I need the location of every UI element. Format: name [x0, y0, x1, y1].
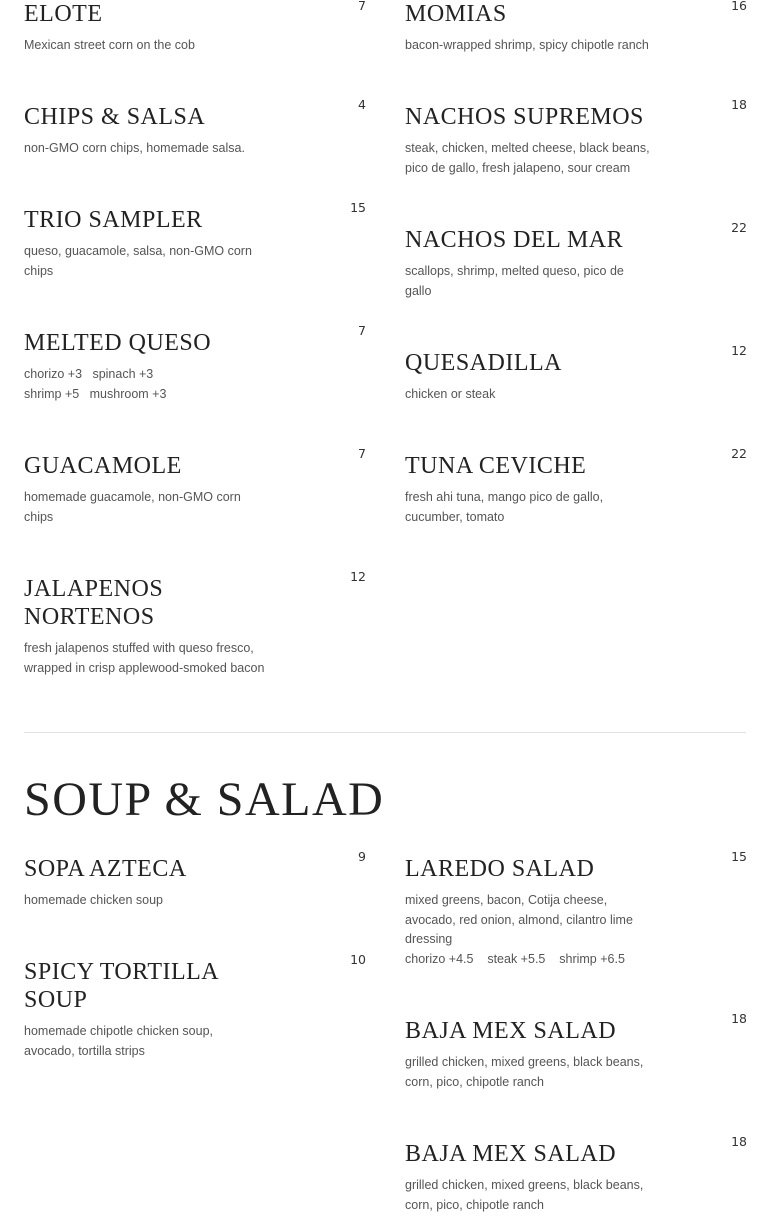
menu-item-tuna-ceviche: [405, 446, 747, 527]
item-price: 16: [731, 0, 747, 13]
item-name: MOMIAS: [405, 1, 507, 27]
item-name: QUESADILLA: [405, 350, 562, 376]
item-description-text: mixed greens, bacon, Cotija cheese, avocado, red onion, almond, cilantro lime dressing: [405, 893, 633, 946]
item-description: chicken or steak: [405, 387, 496, 401]
item-price: 18: [731, 1134, 747, 1149]
item-description: [405, 891, 650, 969]
item-description: fresh ahi tuna, mango pico de gallo, cucumber, tomato: [405, 490, 604, 524]
item-name: NACHOS SUPREMOS: [405, 104, 644, 130]
menu-item-spicy-tortilla-soup: [24, 952, 366, 1061]
menu-item-quesadilla: [405, 343, 747, 405]
menu-item-chips-salsa: [24, 97, 366, 159]
menu-item-sopa-azteca: [24, 849, 366, 911]
item-name: GUACAMOLE: [24, 453, 182, 479]
item-price: 10: [350, 952, 366, 967]
item-description: queso, guacamole, salsa, non-GMO corn chips: [24, 244, 252, 278]
item-name: BAJA MEX SALAD: [405, 1018, 617, 1044]
menu-item-trio-sampler: [24, 200, 366, 281]
item-name: ELOTE: [24, 1, 103, 27]
menu-item-baja-mex-salad: [405, 1134, 747, 1215]
item-description: bacon-wrapped shrimp, spicy chipotle ranch: [405, 38, 649, 52]
menu-item-jalapenos-nortenos: [24, 569, 366, 678]
item-price: 22: [731, 446, 747, 461]
item-description: homemade guacamole, non-GMO corn chips: [24, 490, 241, 524]
item-addon-line: chorizo +3 spinach +3: [24, 367, 154, 381]
item-name: JALAPENOS NORTENOS: [24, 576, 164, 630]
menu-item-guacamole: [24, 446, 366, 527]
item-description: Mexican street corn on the cob: [24, 38, 195, 52]
item-price: 7: [358, 0, 366, 13]
item-name: SPICY TORTILLA SOUP: [24, 959, 218, 1013]
item-name: TUNA CEVICHE: [405, 453, 587, 479]
item-description: steak, chicken, melted cheese, black beans, pico de gallo, fresh jalapeno, sour cream: [405, 141, 650, 175]
menu-item-nachos-del-mar: [405, 220, 747, 301]
item-price: 7: [358, 323, 366, 338]
item-price: 18: [731, 97, 747, 112]
section-divider: [24, 732, 746, 733]
item-name: TRIO SAMPLER: [24, 207, 203, 233]
menu-item-momias: [405, 0, 747, 56]
menu-item-laredo-salad: [405, 849, 747, 969]
item-description: [24, 365, 269, 404]
item-price: 15: [350, 200, 366, 215]
item-description: fresh jalapenos stuffed with queso fresco, wrapped in crisp applewood-smoked bacon: [24, 641, 265, 675]
menu-item-baja-mex-salad: [405, 1011, 747, 1092]
item-price: 4: [358, 97, 366, 112]
item-description: homemade chipotle chicken soup, avocado, tortilla strips: [24, 1024, 214, 1058]
section-title: SOUP & SALAD: [24, 773, 385, 826]
item-description: non-GMO corn chips, homemade salsa.: [24, 141, 245, 155]
item-price: 12: [731, 343, 747, 358]
item-addon-line: shrimp +5 mushroom +3: [24, 386, 167, 401]
menu-item-nachos-supremos: [405, 97, 747, 178]
item-name: CHIPS & SALSA: [24, 104, 206, 130]
item-price: 9: [358, 849, 366, 864]
item-price: 7: [358, 446, 366, 461]
item-name: SOPA AZTECA: [24, 856, 187, 882]
item-description: scallops, shrimp, melted queso, pico de gallo: [405, 264, 624, 298]
item-price: 22: [731, 220, 747, 235]
item-name: BAJA MEX SALAD: [405, 1141, 617, 1167]
item-price: 12: [350, 569, 366, 584]
item-description: grilled chicken, mixed greens, black beans, corn, pico, chipotle ranch: [405, 1178, 644, 1212]
item-description: homemade chicken soup: [24, 893, 163, 907]
item-name: MELTED QUESO: [24, 330, 212, 356]
item-name: LAREDO SALAD: [405, 856, 595, 882]
item-price: 15: [731, 849, 747, 864]
menu-item-melted-queso: [24, 323, 366, 404]
menu-item-elote: [24, 0, 366, 56]
item-addons: chorizo +4.5 steak +5.5 shrimp +6.5: [405, 951, 625, 966]
item-price: 18: [731, 1011, 747, 1026]
item-description: grilled chicken, mixed greens, black beans, corn, pico, chipotle ranch: [405, 1055, 644, 1089]
item-name: NACHOS DEL MAR: [405, 227, 624, 253]
